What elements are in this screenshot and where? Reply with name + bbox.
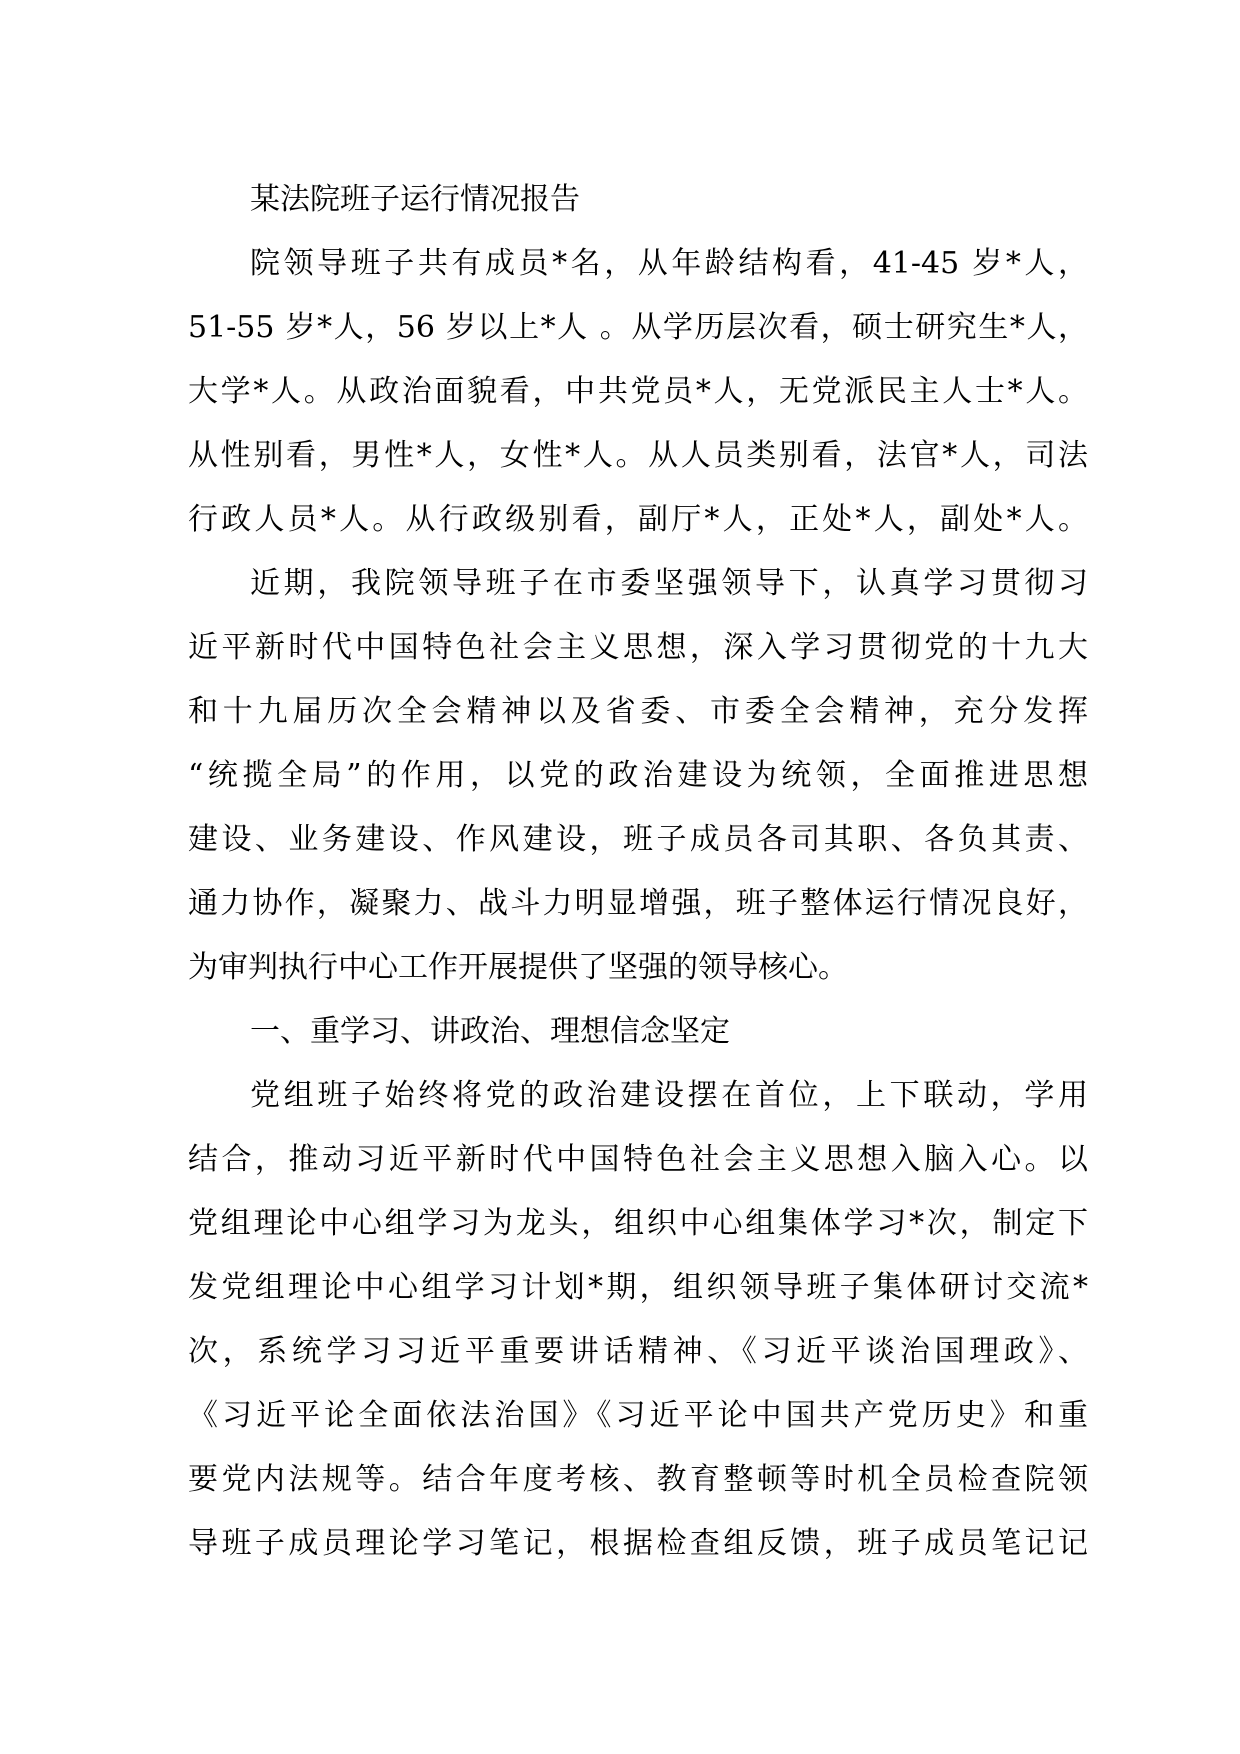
text-line: 要党内法规等。结合年度考核、教育整顿等时机全员检查院领 [188,1462,1088,1497]
text-line: 院领导班子共有成员*名，从年龄结构看，41-45 岁*人， [250,246,1088,281]
text-line: 次，系统学习习近平重要讲话精神、《习近平谈治国理政》、 [188,1334,1088,1369]
paragraph-1 [188,232,1088,552]
text-line: 《习近平论全面依法治国》《习近平论中国共产党历史》和重 [188,1398,1088,1433]
paragraph-2 [188,552,1088,1000]
text-line: 导班子成员理论学习笔记，根据检查组反馈，班子成员笔记记 [188,1526,1088,1561]
document-body [188,168,1088,1576]
paragraph-3 [188,1064,1088,1576]
text-line: 和十九届历次全会精神以及省委、市委全会精神，充分发挥 [188,694,1088,729]
text-line: 建设、业务建设、作风建设，班子成员各司其职、各负其责、 [188,822,1088,857]
text-line: 近期，我院领导班子在市委坚强领导下，认真学习贯彻习 [250,566,1088,601]
text-line: 51-55 岁*人，56 岁以上*人 。从学历层次看，硕士研究生*人， [188,310,1088,345]
text-line: 发党组理论中心组学习计划*期，组织领导班子集体研讨交流* [188,1270,1088,1305]
text-line: 从性别看，男性*人，女性*人。从人员类别看，法官*人，司法 [188,438,1088,473]
text-line: 行政人员*人。从行政级别看，副厅*人，正处*人，副处*人。 [188,502,1088,537]
section-heading: 一、重学习、讲政治、理想信念坚定 [250,1014,730,1049]
text-line: 党组班子始终将党的政治建设摆在首位，上下联动，学用 [250,1078,1088,1113]
text-line: “统揽全局”的作用，以党的政治建设为统领，全面推进思想 [188,758,1088,793]
document-title: 某法院班子运行情况报告 [250,182,580,217]
text-line: 结合，推动习近平新时代中国特色社会主义思想入脑入心。以 [188,1142,1088,1177]
text-line: 大学*人。从政治面貌看，中共党员*人，无党派民主人士*人。 [188,374,1088,409]
text-line: 为审判执行中心工作开展提供了坚强的领导核心。 [188,950,848,985]
text-line: 近平新时代中国特色社会主义思想，深入学习贯彻党的十九大 [188,630,1088,665]
text-line: 党组理论中心组学习为龙头，组织中心组集体学习*次，制定下 [188,1206,1088,1241]
text-line: 通力协作，凝聚力、战斗力明显增强，班子整体运行情况良好， [188,886,1088,921]
